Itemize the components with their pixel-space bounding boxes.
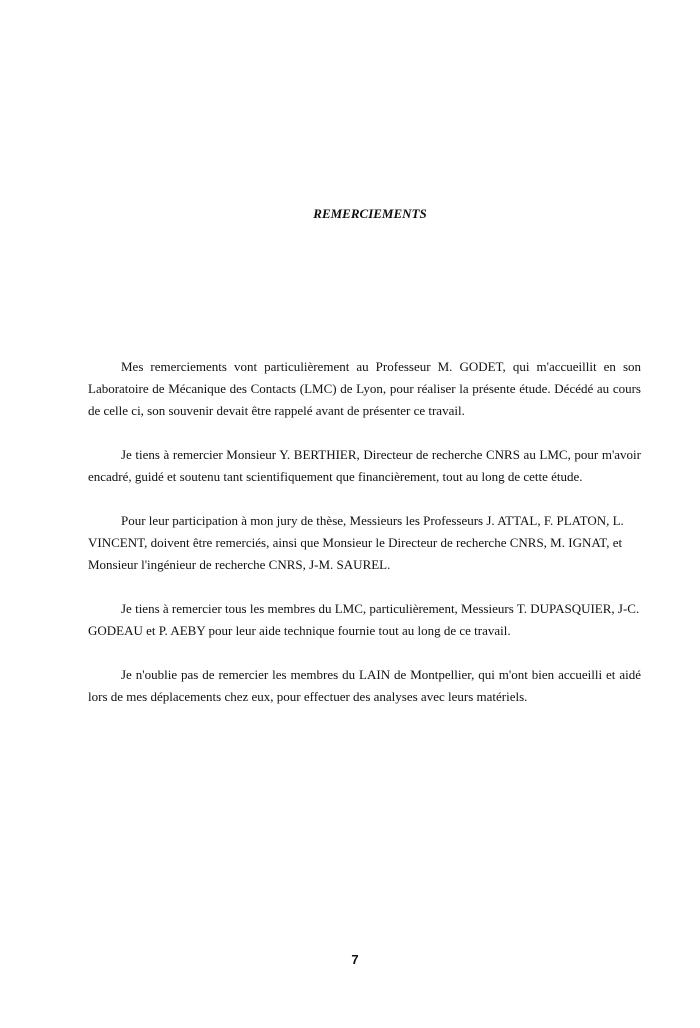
page-number: 7 <box>351 952 359 967</box>
page-title: REMERCIEMENTS <box>313 206 427 221</box>
paragraph-berthier: Je tiens à remercier Monsieur Y. BERTHIER, Directeur de recherche CNRS au LMC, pour m'avoir encadré, guidé et soutenu tant scientifiquement que financièrement, tout au long de cette étude. <box>88 447 641 484</box>
acknowledgements-body <box>88 356 641 730</box>
paragraph-godet: Mes remerciements vont particulièrement au Professeur M. GODET, qui m'accueillit en son Laboratoire de Mécanique des Contacts (LMC) de Lyon, pour réaliser la présente étude. Décédé au cours de celle ci, son souvenir devait être rappelé avant de présenter ce travail. <box>88 359 641 418</box>
paragraph-jury: Pour leur participation à mon jury de thèse, Messieurs les Professeurs J. ATTAL, F. PLATON, L. VINCENT, doivent être remerciés, ainsi que Monsieur le Directeur de recherche CNRS, M. IGNAT, et Monsieur l'ingénieur de recherche CNRS, J-M. SAUREL. <box>88 513 624 572</box>
paragraph-lmc-members: Je tiens à remercier tous les membres du LMC, particulièrement, Messieurs T. DUPASQUIER, J-C. GODEAU et P. AEBY pour leur aide technique fournie tout au long de ce travail. <box>88 601 640 638</box>
paragraph-lain: Je n'oublie pas de remercier les membres du LAIN de Montpellier, qui m'ont bien accueilli et aidé lors de mes déplacements chez eux, pour effectuer des analyses avec leurs matériels. <box>88 667 641 704</box>
